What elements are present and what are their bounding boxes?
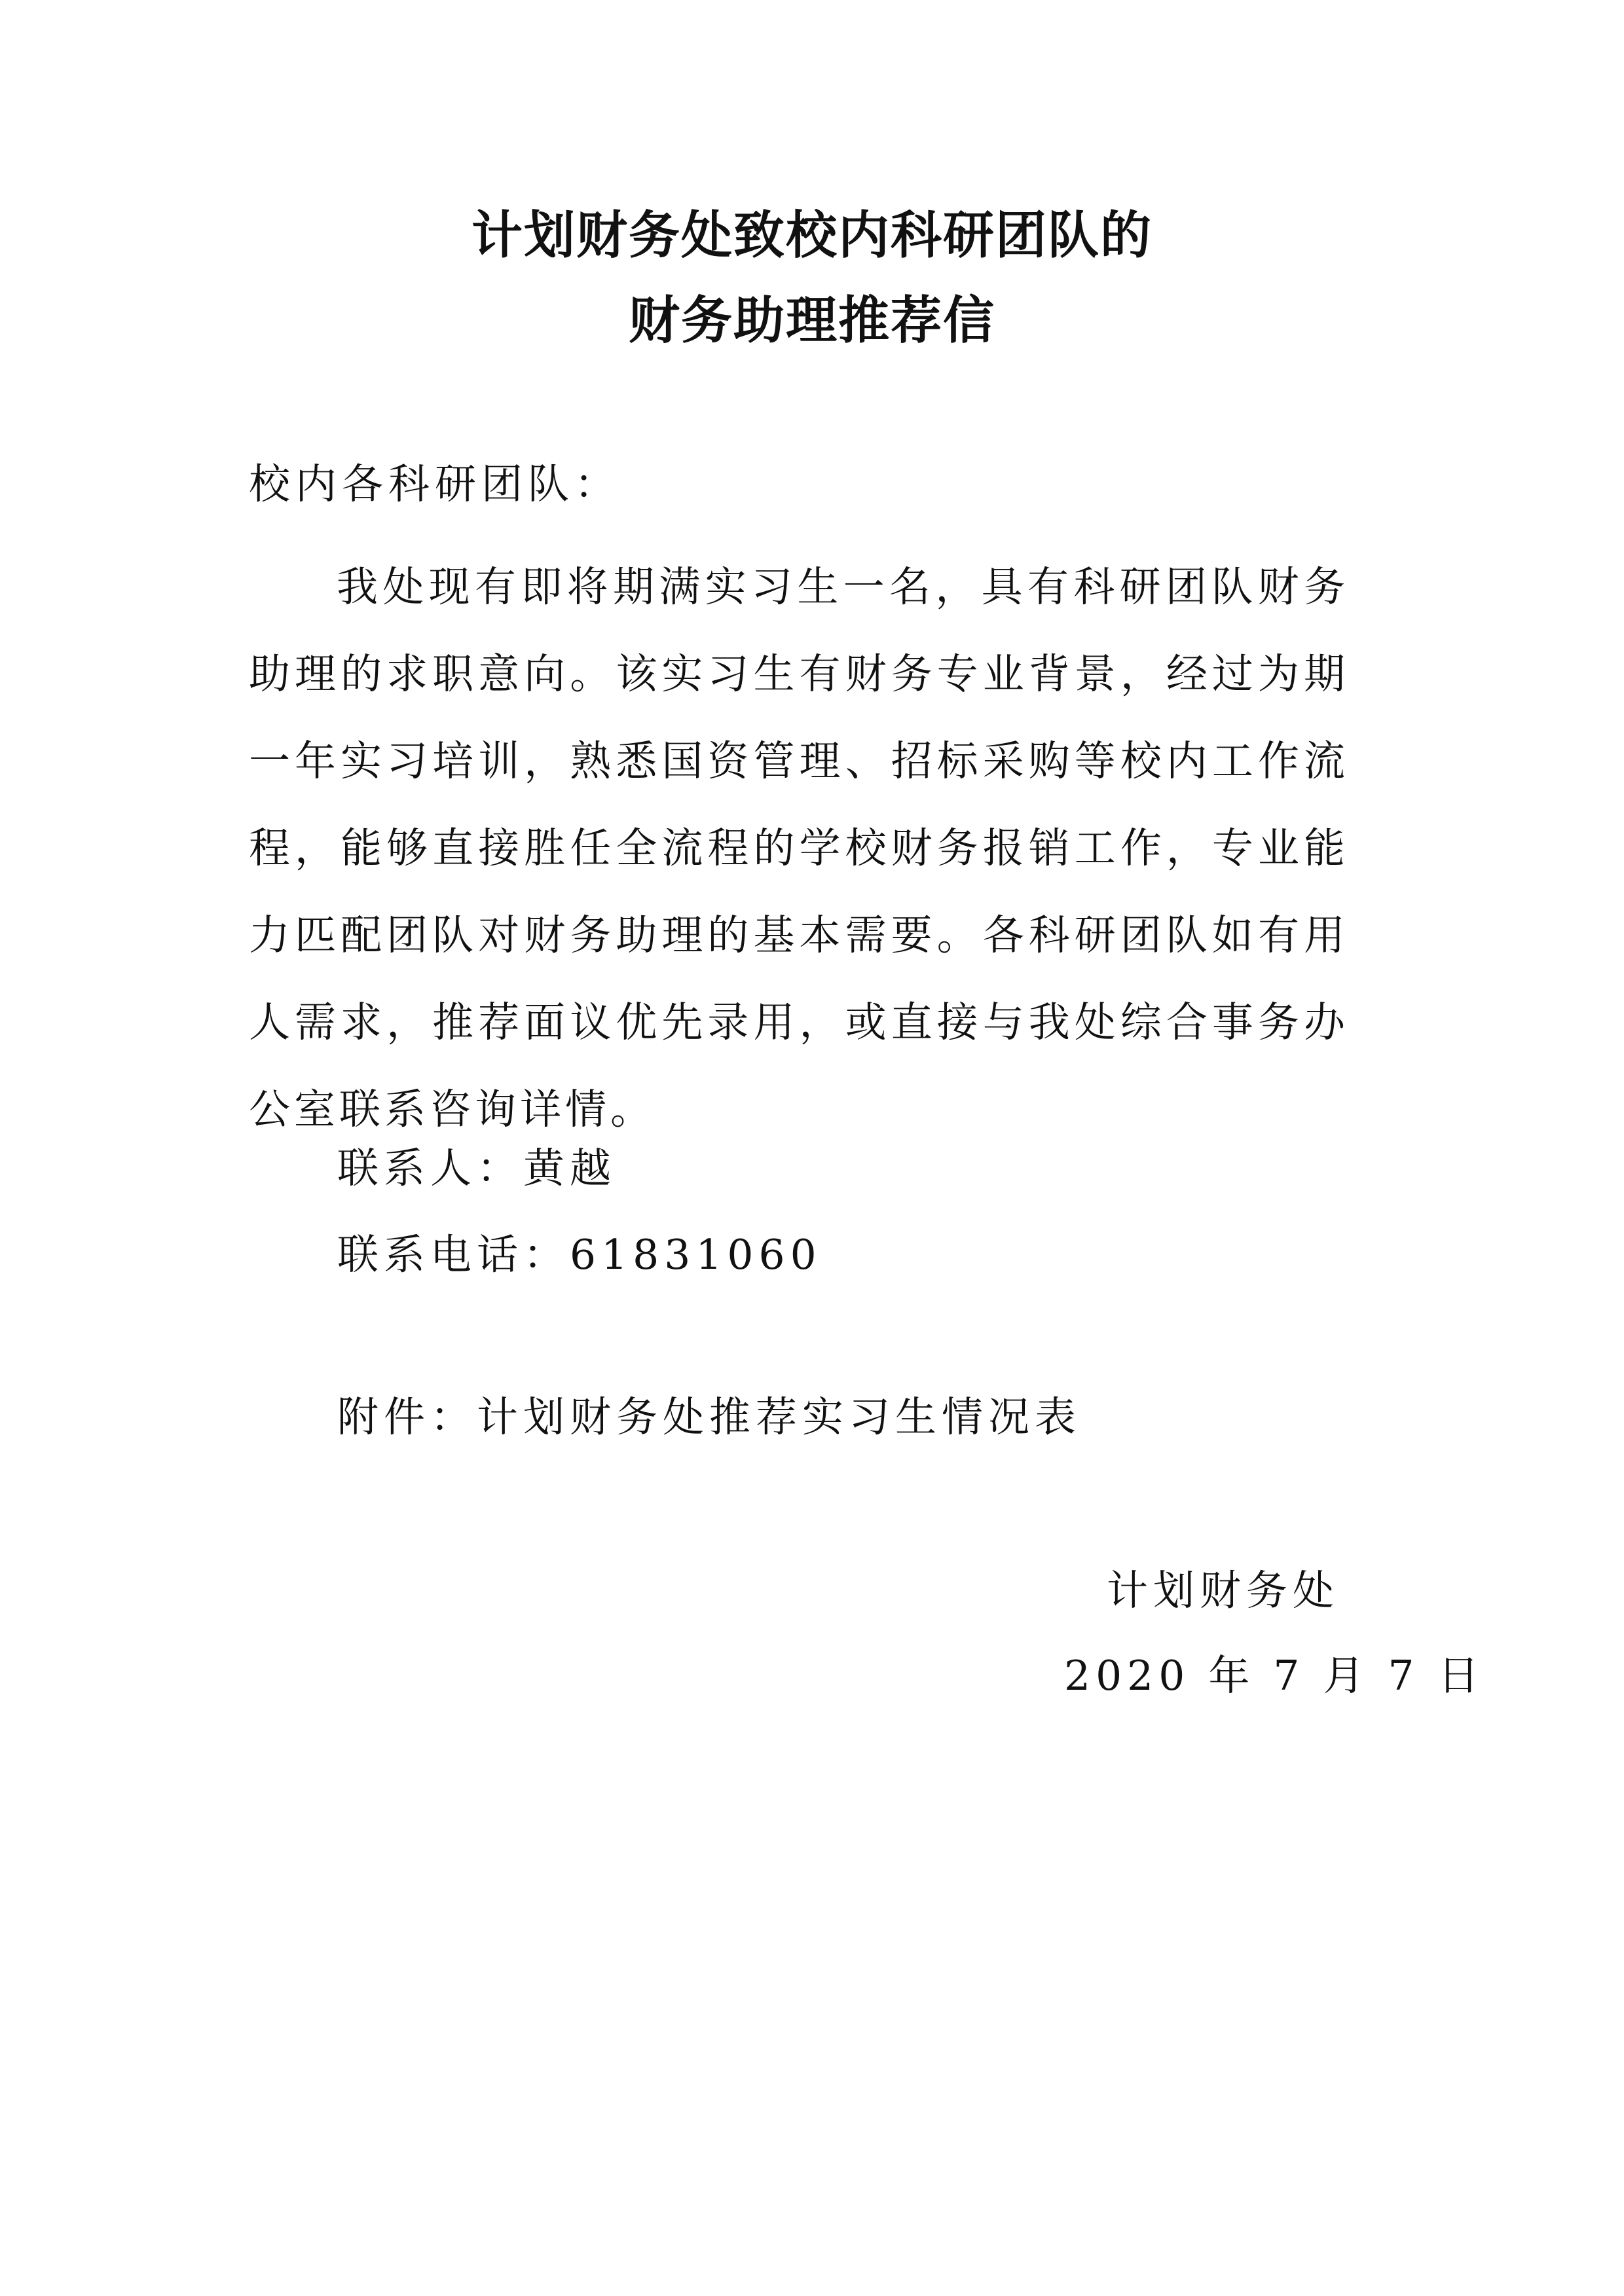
body-paragraph: 我处现有即将期满实习生一名，具有科研团队财务助理的求职意向。该实习生有财务专业背景，经过为期一年实习培训，熟悉国资管理、招标采购等校内工作流程，能够直接胜任全流程的学校财务报销工作，专业能力匹配团队对财务助理的基本需要。各科研团队如有用人需求，推荐面议优先录用，或直接与我处综合事务办公室联系咨询详情。	[249, 563, 1349, 1133]
letter-title-line-1: 计划财务处致校内科研团队的	[471, 206, 1153, 265]
contact-phone: 联系电话：61831060	[337, 1231, 822, 1279]
contact-person: 联系人：黄越	[337, 1144, 616, 1192]
salutation: 校内各科研团队：	[249, 460, 621, 508]
letter-date: 2020 年 7 月 7 日	[1064, 1652, 1485, 1700]
attachment-note: 附件：计划财务处推荐实习生情况表	[337, 1393, 1081, 1441]
signer-department: 计划财务处	[1107, 1567, 1339, 1614]
letter-title-line-2: 财务助理推荐信	[628, 291, 995, 350]
